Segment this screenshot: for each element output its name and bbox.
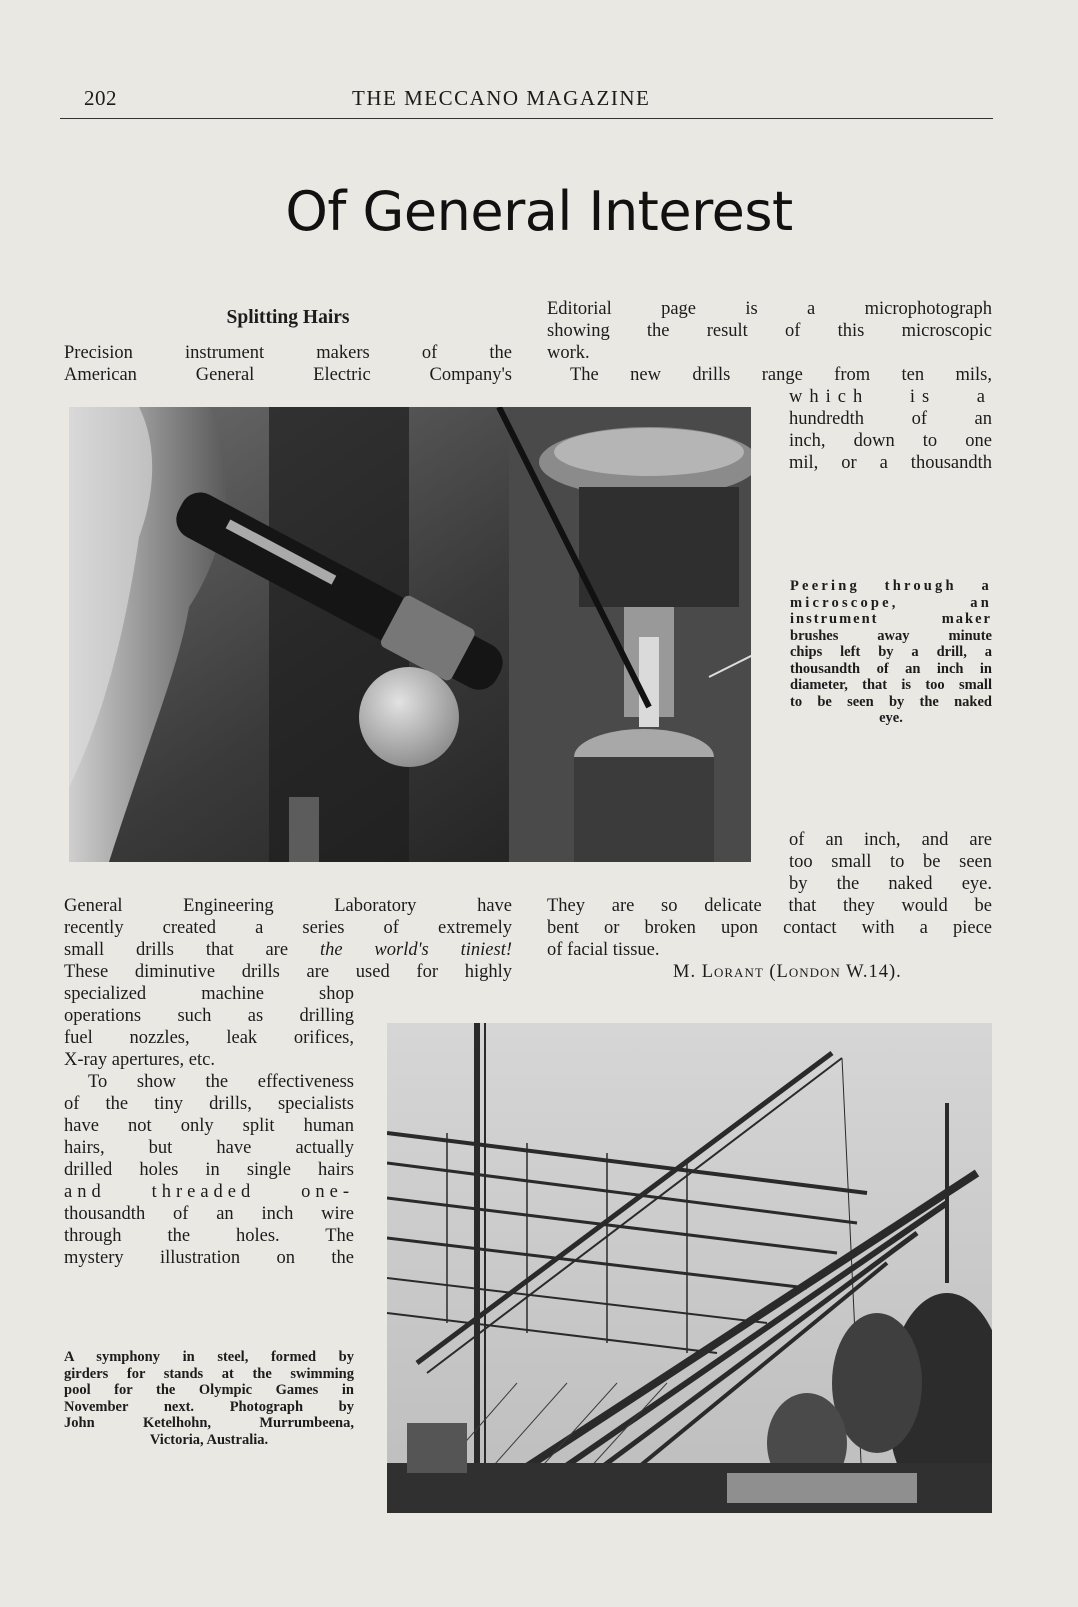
col1-narrow-line: of the tiny drills, specialists bbox=[64, 1094, 354, 1114]
col1-narrow-line: and threaded one- bbox=[64, 1182, 354, 1202]
col2-narrow-line: which is a bbox=[789, 387, 992, 407]
caption-line: Victoria, Australia. bbox=[149, 1431, 269, 1448]
caption-line: thousandth of an inch in bbox=[790, 660, 992, 677]
stadium-caption bbox=[64, 1349, 354, 1448]
caption-line: John Ketelhohn, Murrumbeena, bbox=[64, 1415, 354, 1431]
col2-line: work. bbox=[547, 343, 590, 363]
col2-line: bent or broken upon contact with a piece bbox=[547, 918, 992, 938]
microscope-caption bbox=[790, 578, 992, 727]
col2-narrow-line: hundredth of an bbox=[789, 409, 992, 429]
col2-narrow-line: by the naked eye. bbox=[789, 874, 992, 894]
col2-line: Editorial page is a microphotograph bbox=[547, 299, 992, 319]
col1-narrow-line: X-ray apertures, etc. bbox=[64, 1050, 215, 1070]
page-header bbox=[60, 86, 993, 116]
col1-line: recently created a series of extremely bbox=[64, 918, 512, 938]
caption-line: A symphony in steel, formed by bbox=[64, 1349, 354, 1365]
caption-line: Peering through a bbox=[790, 578, 992, 594]
page-number: 202 bbox=[84, 86, 117, 110]
caption-line: November next. Photograph by bbox=[64, 1398, 354, 1415]
caption-line: chips left by a drill, a bbox=[790, 644, 992, 660]
col1-narrow-line: have not only split human bbox=[64, 1116, 354, 1136]
col2-line: They are so delicate that they would be bbox=[547, 896, 992, 916]
header-rule bbox=[60, 118, 993, 119]
article-subheading: Splitting Hairs bbox=[226, 307, 350, 328]
col1-narrow-line: fuel nozzles, leak orifices, bbox=[64, 1028, 354, 1048]
caption-line: microscope, an bbox=[790, 594, 992, 611]
col2-line: The new drills range from ten mils, bbox=[570, 365, 992, 385]
page-title: Of General Interest bbox=[285, 180, 793, 243]
col1-line: General Engineering Laboratory have bbox=[64, 896, 512, 916]
col1-narrow-line: through the holes. The bbox=[64, 1226, 354, 1246]
col2-line: of facial tissue. bbox=[547, 940, 660, 960]
col1-narrow-line: hairs, but have actually bbox=[64, 1138, 354, 1158]
col1-line: Precision instrument makers of the bbox=[64, 343, 512, 363]
byline: M. Lorant (London W.14). bbox=[673, 962, 902, 982]
caption-line: instrument maker bbox=[790, 611, 992, 627]
microscope-photo-graphic bbox=[69, 407, 751, 862]
caption-line: girders for stands at the swimming bbox=[64, 1365, 354, 1382]
caption-line: pool for the Olympic Games in bbox=[64, 1382, 354, 1398]
col1-narrow-line: drilled holes in single hairs bbox=[64, 1160, 354, 1180]
caption-line: to be seen by the naked bbox=[790, 693, 992, 710]
photo-steel-girders bbox=[387, 1023, 992, 1513]
emphasis-text: the world's tiniest! bbox=[319, 940, 512, 960]
col1-narrow-line: thousandth of an inch wire bbox=[64, 1204, 354, 1224]
col1-line: These diminutive drills are used for highly bbox=[64, 962, 512, 982]
col2-narrow-line: too small to be seen bbox=[789, 852, 992, 872]
caption-line: brushes away minute bbox=[790, 627, 992, 644]
photo-microscope bbox=[69, 407, 751, 862]
col1-narrow-line: mystery illustration on the bbox=[64, 1248, 354, 1268]
col1-line: small drills that are the world's tiniest! bbox=[64, 940, 512, 960]
magazine-title: THE MECCANO MAGAZINE bbox=[352, 86, 651, 110]
col2-line: showing the result of this microscopic bbox=[547, 321, 992, 341]
col2-narrow-line: inch, down to one bbox=[789, 431, 992, 451]
col1-narrow-line: operations such as drilling bbox=[64, 1006, 354, 1026]
col2-narrow-line: mil, or a thousandth bbox=[789, 453, 992, 473]
col2-narrow-line: of an inch, and are bbox=[789, 830, 992, 850]
col1-narrow-line: specialized machine shop bbox=[64, 984, 354, 1004]
steel-girders-photo-graphic bbox=[387, 1023, 992, 1513]
caption-line: diameter, that is too small bbox=[790, 677, 992, 693]
caption-line: eye. bbox=[879, 710, 903, 726]
col1-narrow-line: To show the effectiveness bbox=[88, 1072, 354, 1092]
col1-line: American General Electric Company's bbox=[64, 365, 512, 385]
